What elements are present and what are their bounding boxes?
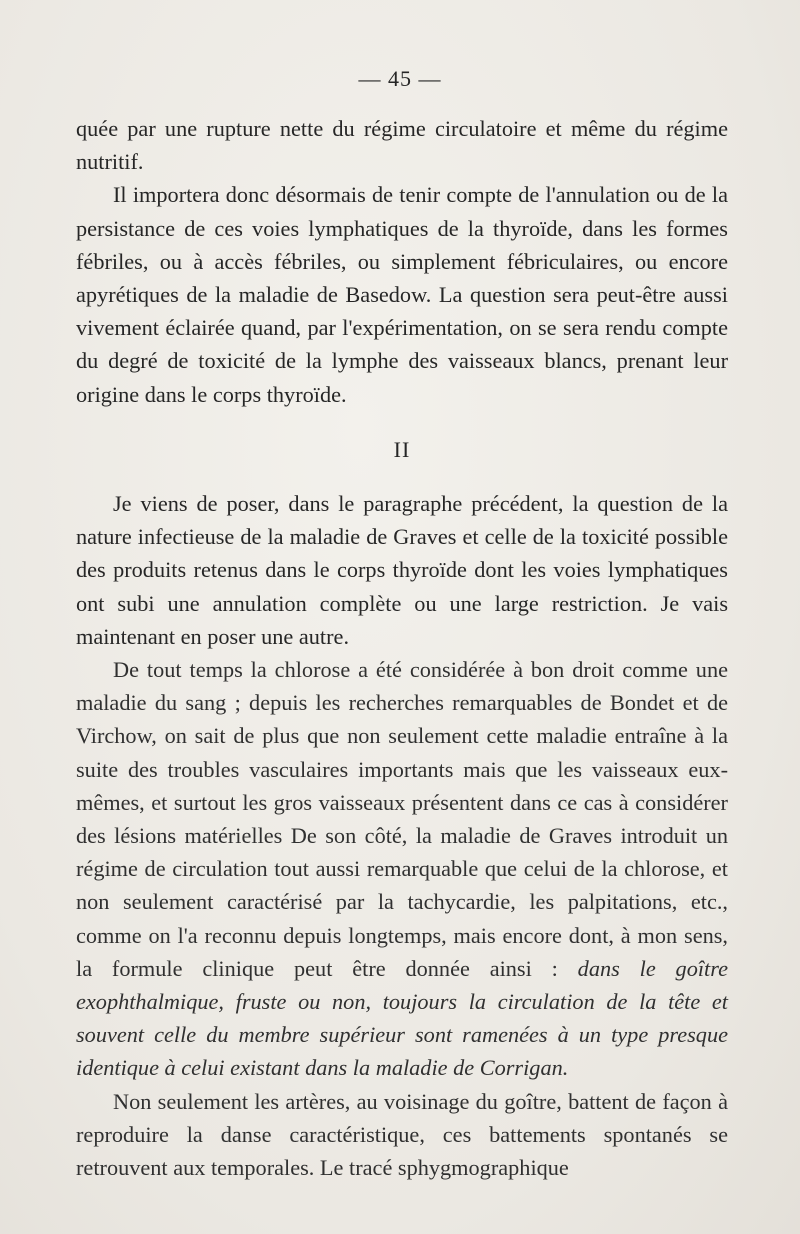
paragraph-section-intro: Je viens de poser, dans le paragraphe précédent, la question de la nature infectieuse de la maladie de Graves et celle de la toxicité possible des produits retenus dans le corps thyroïde dont les voies lymphatiques ont subi une annulation complète ou une large restriction. Je vais maintenant en poser une autre. <box>76 491 728 649</box>
paragraph-chlorose <box>76 653 728 1085</box>
clinical-formula-italic: dans le goître exophthalmique, fruste ou non, toujours la circulation de la tête et souvent celle du membre supérieur sont ramenées à un type presque identique à celui existant dans la maladie de Corrigan. <box>76 955 728 1081</box>
paragraph-lymphatic: Il importera donc désormais de tenir compte de l'annulation ou de la persistance de ces voies lymphatiques de la thyroïde, dans les formes fébriles, ou à accès fébriles, ou simplement fébriculaires, ou encore apyrétiques de la maladie de Basedow. La question sera peut-être aussi vivement éclairée quand, par l'expérimentation, on se sera rendu compte du degré de toxicité de la lymphe des vaisseaux blancs, prenant leur origine dans le corps thyroïde. <box>76 182 728 407</box>
paragraph-chlorose-text: De tout temps la chlorose a été considérée à bon droit comme une maladie du sang ; depuis les recherches remarquables de Bondet et de Virchow, on sait de plus que non seulement cette maladie entraîne à la suite des troubles vasculaires importants mais que les vaisseaux eux-mêmes, et surtout les gros vaisseaux présentent dans ce cas à considérer des lésions matérielles De son côté, la maladie de Graves introduit un régime de circulation tout aussi remarquable que celui de la chlorose, et non seulement caractérisé par la tachycardie, les palpitations, etc., comme on l'a reconnu depuis longtemps, mais encore dont, à mon sens, la formule clinique peut être donnée ainsi : <box>76 657 728 981</box>
section-number: II <box>393 436 411 462</box>
page-number: — 45 — <box>358 66 442 91</box>
paragraph-continuation: quée par une rupture nette du régime circulatoire et même du régime nutritif. <box>76 116 728 175</box>
paragraph-arteries: Non seulement les artères, au voisinage du goître, battent de façon à reproduire la danse caractéristique, ces battements spontanés se retrouvent aux temporales. Le tracé sphygmographique <box>76 1088 728 1181</box>
body-text <box>76 112 728 1184</box>
